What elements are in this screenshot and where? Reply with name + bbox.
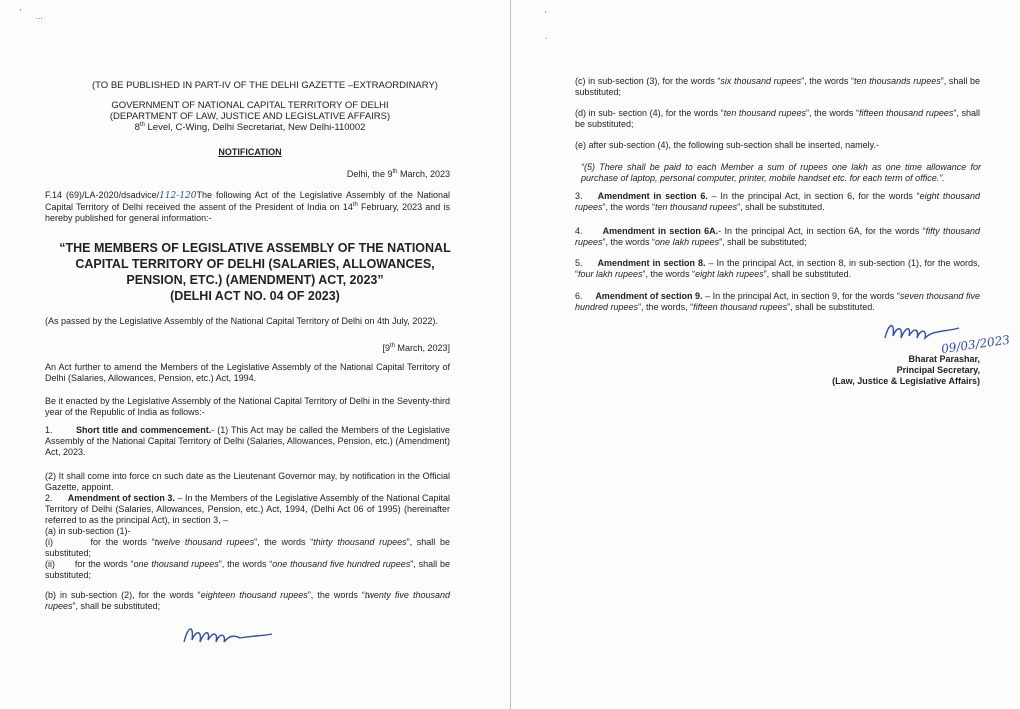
act-intro: An Act further to amend the Members of the Legislative Assembly of the National Capital Territory of Delhi (Salaries, Allowances, Pension, etc.) Act, 1994. bbox=[45, 362, 450, 383]
notification-heading: NOTIFICATION bbox=[218, 147, 282, 157]
clause-a-i: (i) for the words “twelve thousand rupees”, the words “thirty thousand rupees”, shall be substituted; bbox=[45, 537, 451, 558]
scan-mark: . bbox=[545, 32, 548, 41]
act-date: [9th March, 2023] bbox=[382, 343, 450, 353]
act-title-line: (DELHI ACT NO. 04 OF 2023) bbox=[170, 289, 340, 303]
notification-date: Delhi, the 9th March, 2023 bbox=[346, 169, 450, 179]
section-4: 4. Amendment in section 6A.- In the principal Act, in section 6A, for the words “fifty thousand rupees”, the words “one lakh rupees”, shall be substituted; bbox=[575, 226, 980, 247]
act-title-line: CAPITAL TERRITORY OF DELHI (SALARIES, ALLOWANCES, bbox=[75, 257, 435, 271]
scan-mark: ... bbox=[36, 12, 43, 21]
handwritten-number: 112-120 bbox=[159, 191, 197, 201]
reference-paragraph: F.14 (69)/LA-2020/dsadvice/112-120The following Act of the Legislative Assembly of the National Capital Territory of Delhi received the assent of the President of India on 14th February, 2023 and is hereby published for general information:- bbox=[45, 190, 450, 223]
clause-a-ii: (ii) for the words “one thousand rupees”, the words “one thousand five hundred rupees”, shall be substituted; bbox=[45, 559, 450, 580]
act-title-line: “THE MEMBERS OF LEGISLATIVE ASSEMBLY OF THE NATIONAL bbox=[59, 241, 451, 255]
gazette-line: (TO BE PUBLISHED IN PART-IV OF THE DELHI GAZETTE –EXTRAORDINARY) bbox=[92, 80, 438, 91]
signature-date: 09/03/2023 bbox=[940, 332, 1011, 357]
scan-mark: ' bbox=[545, 10, 547, 19]
signer-department: (Law, Justice & Legislative Affairs) bbox=[832, 376, 980, 386]
scan-mark: ' bbox=[20, 8, 22, 17]
section-5: 5. Amendment in section 8. – In the principal Act, in section 8, in sub-section (1), for the words, “four lakh rupees”, the words “eight lakh rupees”, shall be substituted. bbox=[575, 258, 980, 279]
section-1: 1. Short title and commencement.- (1) This Act may be called the Members of the Legislative Assembly of the National Capital Territory of Delhi (Salaries, Allowances, Pension, etc.) (Amendment) Act, 2023. bbox=[45, 425, 450, 457]
section-2: 2. Amendment of section 3. – In the Members of the Legislative Assembly of the National Capital Territory of Delhi (Salaries, Allowances, Pension, etc.) Act, 1994, (Delhi Act 06 of 1995) (hereinafter referred to as the principal Act), in section 3, – bbox=[45, 493, 450, 525]
govt-name: GOVERNMENT OF NATIONAL CAPITAL TERRITORY OF DELHI bbox=[111, 100, 389, 111]
clause-e-quote: “(5) There shall be paid to each Member a sum of rupees one lakh as one time allowance for purchase of laptop, personal computer, printer, mobile handset etc. for each term of office.”. bbox=[581, 162, 981, 183]
section-6: 6. Amendment of section 9. – In the principal Act, in section 9, for the words “seven thousand five hundred rupees”, the words, “fifteen thousand rupees”, shall be substituted. bbox=[575, 291, 980, 312]
clause-c: (c) in sub-section (3), for the words “six thousand rupees”, the words “ten thousands rupees”, shall be substituted; bbox=[575, 76, 981, 97]
clause-a: (a) in sub-section (1)- bbox=[45, 526, 131, 536]
dept-name: (DEPARTMENT OF LAW, JUSTICE AND LEGISLATIVE AFFAIRS) bbox=[109, 111, 391, 122]
handwritten-signature bbox=[180, 620, 275, 650]
signer-name: Bharat Parashar, bbox=[908, 354, 980, 364]
clause-d: (d) in sub- section (4), for the words “ten thousand rupees”, the words “fifteen thousand rupees”, shall be substituted; bbox=[575, 108, 980, 129]
act-title-line: PENSION, ETC.) (AMENDMENT) ACT, 2023” bbox=[126, 273, 384, 287]
section-1-2: (2) It shall come into force cn such date as the Lieutenant Governor may, by notification in the Official Gazette, appoint. bbox=[45, 471, 450, 492]
passed-note: (As passed by the Legislative Assembly of the National Capital Territory of Delhi on 4th July, 2022). bbox=[45, 316, 438, 326]
right-page bbox=[511, 0, 1020, 709]
enacting-clause: Be it enacted by the Legislative Assembly of the National Capital Territory of Delhi in the Seventy-third year of the Republic of India as follows:- bbox=[45, 396, 450, 417]
clause-e: (e) after sub-section (4), the following sub-section shall be inserted, namely.- bbox=[575, 140, 879, 150]
clause-b: (b) in sub-section (2), for the words “eighteen thousand rupees”, the words “twenty five thousand rupees”, shall be substituted; bbox=[45, 590, 450, 611]
section-3: 3. Amendment in section 6. – In the principal Act, in section 6, for the words “eight thousand rupees”, the words “ten thousand rupees”, shall be substituted. bbox=[575, 191, 980, 212]
dept-address: 8th Level, C-Wing, Delhi Secretariat, New Delhi-110002 bbox=[134, 121, 366, 133]
signer-title: Principal Secretary, bbox=[896, 365, 980, 375]
